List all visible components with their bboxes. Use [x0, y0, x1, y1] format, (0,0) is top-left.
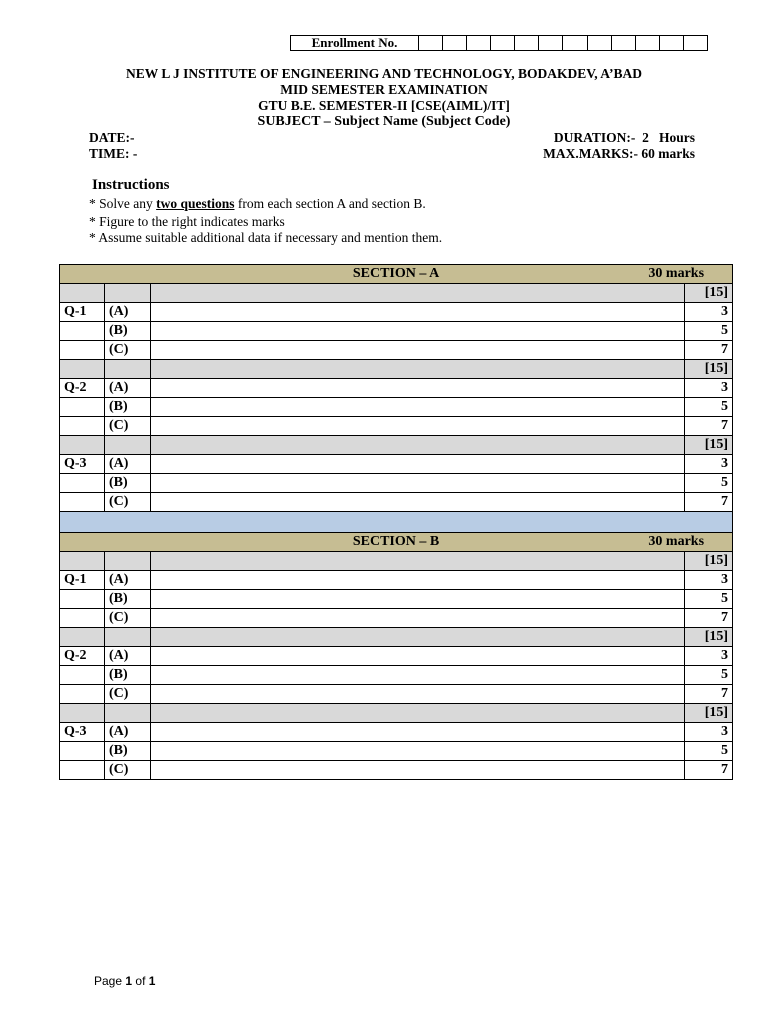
question-row	[60, 493, 733, 512]
part-label: (A)	[105, 303, 151, 322]
part-marks: 5	[685, 742, 733, 761]
question-text-cell[interactable]	[151, 322, 685, 341]
part-marks: 3	[685, 647, 733, 666]
part-label: (B)	[105, 322, 151, 341]
part-label: (C)	[105, 685, 151, 704]
section-marks: 30 marks	[648, 266, 705, 281]
question-text-cell[interactable]	[151, 474, 685, 493]
question-row	[60, 742, 733, 761]
enrollment-cell[interactable]	[588, 36, 612, 50]
part-label: (A)	[105, 647, 151, 666]
part-label: (B)	[105, 590, 151, 609]
part-marks: 7	[685, 761, 733, 780]
part-marks: 5	[685, 398, 733, 417]
question-number: Q-2	[60, 379, 105, 398]
part-marks: 3	[685, 723, 733, 742]
page-footer	[94, 974, 155, 988]
instruction-1-post: from each section A and section B.	[234, 196, 426, 211]
part-marks: 7	[685, 609, 733, 628]
question-row	[60, 590, 733, 609]
question-total-row	[60, 284, 733, 303]
question-row	[60, 474, 733, 493]
question-total-marks: [15]	[685, 704, 733, 723]
part-marks: 5	[685, 474, 733, 493]
instruction-1-emphasis: two questions	[156, 196, 235, 211]
question-table	[59, 264, 733, 780]
subject-line: SUBJECT – Subject Name (Subject Code)	[257, 114, 511, 129]
enrollment-label: Enrollment No.	[291, 36, 419, 50]
question-text-cell[interactable]	[151, 666, 685, 685]
question-total-marks: [15]	[685, 284, 733, 303]
question-text-cell[interactable]	[151, 609, 685, 628]
question-row	[60, 379, 733, 398]
duration-label: DURATION:- 2 Hours	[553, 130, 695, 145]
part-label: (C)	[105, 761, 151, 780]
enrollment-cell[interactable]	[612, 36, 636, 50]
question-row	[60, 303, 733, 322]
part-marks: 7	[685, 417, 733, 436]
part-label: (C)	[105, 341, 151, 360]
question-text-cell[interactable]	[151, 398, 685, 417]
question-row	[60, 398, 733, 417]
question-total-marks: [15]	[685, 628, 733, 647]
enrollment-cell[interactable]	[660, 36, 684, 50]
question-number: Q-3	[60, 455, 105, 474]
question-row	[60, 417, 733, 436]
question-total-row	[60, 628, 733, 647]
question-text-cell[interactable]	[151, 303, 685, 322]
enrollment-cell[interactable]	[491, 36, 515, 50]
part-label: (A)	[105, 571, 151, 590]
section-a-header	[60, 265, 733, 284]
enrollment-cell[interactable]	[419, 36, 443, 50]
part-marks: 5	[685, 666, 733, 685]
page-number: 1	[125, 974, 133, 988]
enrollment-cell[interactable]	[539, 36, 563, 50]
question-total-marks: [15]	[685, 436, 733, 455]
of-word: of	[135, 974, 146, 988]
enrollment-cell[interactable]	[443, 36, 467, 50]
part-marks: 3	[685, 571, 733, 590]
question-row	[60, 685, 733, 704]
part-marks: 5	[685, 322, 733, 341]
enrollment-cell[interactable]	[636, 36, 660, 50]
question-number: Q-2	[60, 647, 105, 666]
part-marks: 5	[685, 590, 733, 609]
page-total: 1	[148, 974, 156, 988]
question-text-cell[interactable]	[151, 685, 685, 704]
instruction-1-pre: * Solve any	[89, 196, 157, 211]
question-total-row	[60, 704, 733, 723]
question-row	[60, 571, 733, 590]
question-total-row	[60, 552, 733, 571]
part-label: (C)	[105, 417, 151, 436]
enrollment-cell[interactable]	[467, 36, 491, 50]
question-number: Q-1	[60, 303, 105, 322]
question-row	[60, 647, 733, 666]
section-title: SECTION – A	[352, 266, 440, 281]
part-marks: 7	[685, 341, 733, 360]
part-label: (A)	[105, 455, 151, 474]
part-marks: 7	[685, 685, 733, 704]
part-label: (B)	[105, 742, 151, 761]
question-total-row	[60, 436, 733, 455]
question-row	[60, 341, 733, 360]
part-marks: 3	[685, 379, 733, 398]
question-text-cell[interactable]	[151, 590, 685, 609]
part-label: (B)	[105, 398, 151, 417]
question-total-marks: [15]	[685, 360, 733, 379]
exam-title: MID SEMESTER EXAMINATION	[280, 82, 488, 97]
part-label: (C)	[105, 609, 151, 628]
part-marks: 7	[685, 493, 733, 512]
part-label: (A)	[105, 723, 151, 742]
part-marks: 3	[685, 455, 733, 474]
question-total-marks: [15]	[685, 552, 733, 571]
institute-name: NEW L J INSTITUTE OF ENGINEERING AND TECHNOLOGY, BODAKDEV, A’BAD	[126, 66, 642, 81]
date-label: DATE:-	[89, 130, 135, 145]
enrollment-cell[interactable]	[684, 36, 707, 50]
question-row	[60, 666, 733, 685]
question-row	[60, 761, 733, 780]
question-text-cell[interactable]	[151, 379, 685, 398]
question-row	[60, 322, 733, 341]
question-number: Q-3	[60, 723, 105, 742]
question-total-row	[60, 360, 733, 379]
question-text-cell[interactable]	[151, 571, 685, 590]
section-divider	[60, 512, 733, 533]
question-text-cell[interactable]	[151, 761, 685, 780]
instructions-title: Instructions	[92, 177, 170, 193]
section-b-header	[60, 533, 733, 552]
page-word: Page	[94, 974, 123, 988]
part-label: (C)	[105, 493, 151, 512]
question-text-cell[interactable]	[151, 723, 685, 742]
section-marks: 30 marks	[648, 534, 705, 549]
instruction-1	[89, 196, 426, 212]
part-label: (B)	[105, 474, 151, 493]
part-label: (A)	[105, 379, 151, 398]
enrollment-cell[interactable]	[515, 36, 539, 50]
part-marks: 3	[685, 303, 733, 322]
semester-line: GTU B.E. SEMESTER-II [CSE(AIML)/IT]	[258, 98, 510, 113]
question-row	[60, 455, 733, 474]
question-text-cell[interactable]	[151, 341, 685, 360]
instruction-3: * Assume suitable additional data if necessary and mention them.	[89, 230, 443, 245]
question-row	[60, 609, 733, 628]
instruction-2: * Figure to the right indicates marks	[89, 214, 285, 229]
question-text-cell[interactable]	[151, 493, 685, 512]
enrollment-cell[interactable]	[563, 36, 587, 50]
question-row	[60, 723, 733, 742]
section-title: SECTION – B	[352, 534, 440, 549]
max-marks-label: MAX.MARKS:- 60 marks	[543, 146, 695, 161]
question-text-cell[interactable]	[151, 742, 685, 761]
question-text-cell[interactable]	[151, 455, 685, 474]
time-label: TIME: -	[89, 146, 138, 161]
part-label: (B)	[105, 666, 151, 685]
question-text-cell[interactable]	[151, 417, 685, 436]
question-text-cell[interactable]	[151, 647, 685, 666]
question-number: Q-1	[60, 571, 105, 590]
enrollment-box	[290, 35, 708, 51]
